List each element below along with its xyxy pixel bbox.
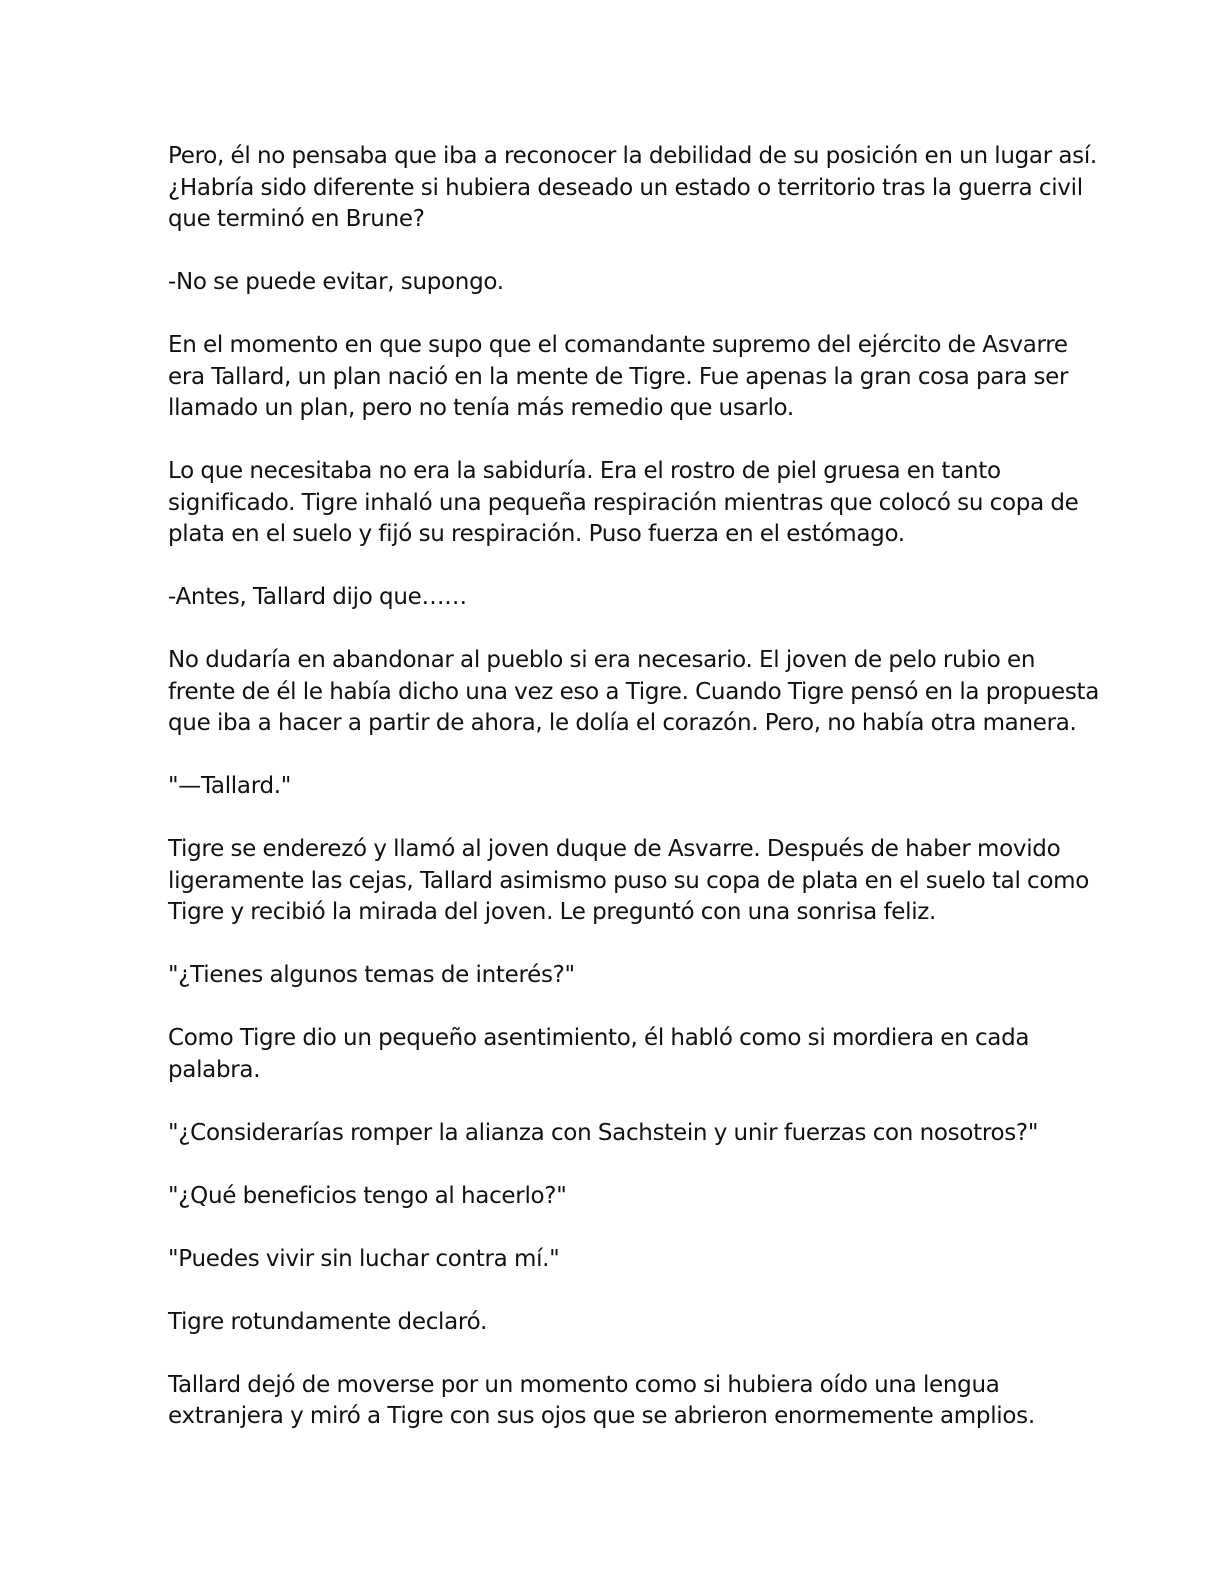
- text-line: era Tallard, un plan nació en la mente de Tigre. Fue apenas la gran cosa para ser: [168, 363, 1069, 390]
- paragraph: [168, 330, 1069, 425]
- paragraph: [168, 267, 1048, 299]
- text-line: Como Tigre dio un pequeño asentimiento, él habló como si mordiera en cada: [168, 1025, 1030, 1051]
- paragraph: [168, 645, 1100, 740]
- text-line: ¿Habría sido diferente si hubiera deseado un estado o territorio tras la guerra civil: [168, 174, 1083, 201]
- paragraph: [168, 456, 1079, 551]
- text-line: "¿Qué beneficios tengo al hacerlo?": [168, 1182, 567, 1209]
- text-line: significado. Tigre inhaló una pequeña respiración mientras que colocó su copa de: [168, 489, 1079, 516]
- paragraph: [168, 771, 1048, 803]
- text-line: Lo que necesitaba no era la sabiduría. Era el rostro de piel gruesa en tanto: [168, 458, 1001, 484]
- paragraph: [168, 1370, 1048, 1433]
- text-line: que terminó en Brune?: [168, 206, 425, 232]
- text-line: "—Tallard.": [168, 773, 292, 799]
- paragraph: [168, 1118, 1048, 1150]
- paragraph: [168, 582, 1048, 614]
- paragraph: [168, 1181, 1048, 1213]
- text-line: Tigre se enderezó y llamó al joven duque de Asvarre. Después de haber movido: [168, 836, 1061, 862]
- text-line: "Puedes vivir sin luchar contra mí.": [168, 1245, 560, 1272]
- document-body: [168, 141, 1100, 1464]
- text-line: Pero, él no pensaba que iba a reconocer la debilidad de su posición en un lugar así.: [168, 143, 1097, 169]
- text-line: En el momento en que supo que el comandante supremo del ejército de Asvarre: [168, 332, 1068, 358]
- paragraph: [168, 960, 1048, 992]
- text-line: que iba a hacer a partir de ahora, le dolía el corazón. Pero, no había otra manera.: [168, 710, 1077, 736]
- paragraph: [168, 1023, 1048, 1086]
- text-line: -No se puede evitar, supongo.: [168, 269, 504, 295]
- text-line: palabra.: [168, 1056, 261, 1083]
- text-line: ligeramente las cejas, Tallard asimismo puso su copa de plata en el suelo tal como: [168, 867, 1090, 894]
- text-line: plata en el suelo y fijó su respiración. Puso fuerza en el estómago.: [168, 521, 905, 547]
- text-line: Tigre rotundamente declaró.: [168, 1308, 487, 1335]
- text-line: Tallard dejó de moverse por un momento como si hubiera oído una lengua: [168, 1371, 1000, 1398]
- paragraph: [168, 1244, 1048, 1276]
- text-line: Tigre y recibió la mirada del joven. Le preguntó con una sonrisa feliz.: [168, 899, 937, 925]
- paragraph: [168, 834, 1090, 929]
- text-line: No dudaría en abandonar al pueblo si era necesario. El joven de pelo rubio en: [168, 647, 1036, 673]
- text-line: "¿Tienes algunos temas de interés?": [168, 962, 575, 988]
- text-line: llamado un plan, pero no tenía más remedio que usarlo.: [168, 395, 794, 421]
- text-line: frente de él le había dicho una vez eso a Tigre. Cuando Tigre pensó en la propuesta: [168, 678, 1100, 705]
- text-line: extranjera y miró a Tigre con sus ojos que se abrieron enormemente amplios.: [168, 1403, 1035, 1429]
- paragraph: [168, 1307, 1048, 1339]
- text-line: "¿Considerarías romper la alianza con Sachstein y unir fuerzas con nosotros?": [168, 1119, 1039, 1146]
- paragraph: [168, 141, 1097, 236]
- text-line: -Antes, Tallard dijo que……: [168, 584, 467, 610]
